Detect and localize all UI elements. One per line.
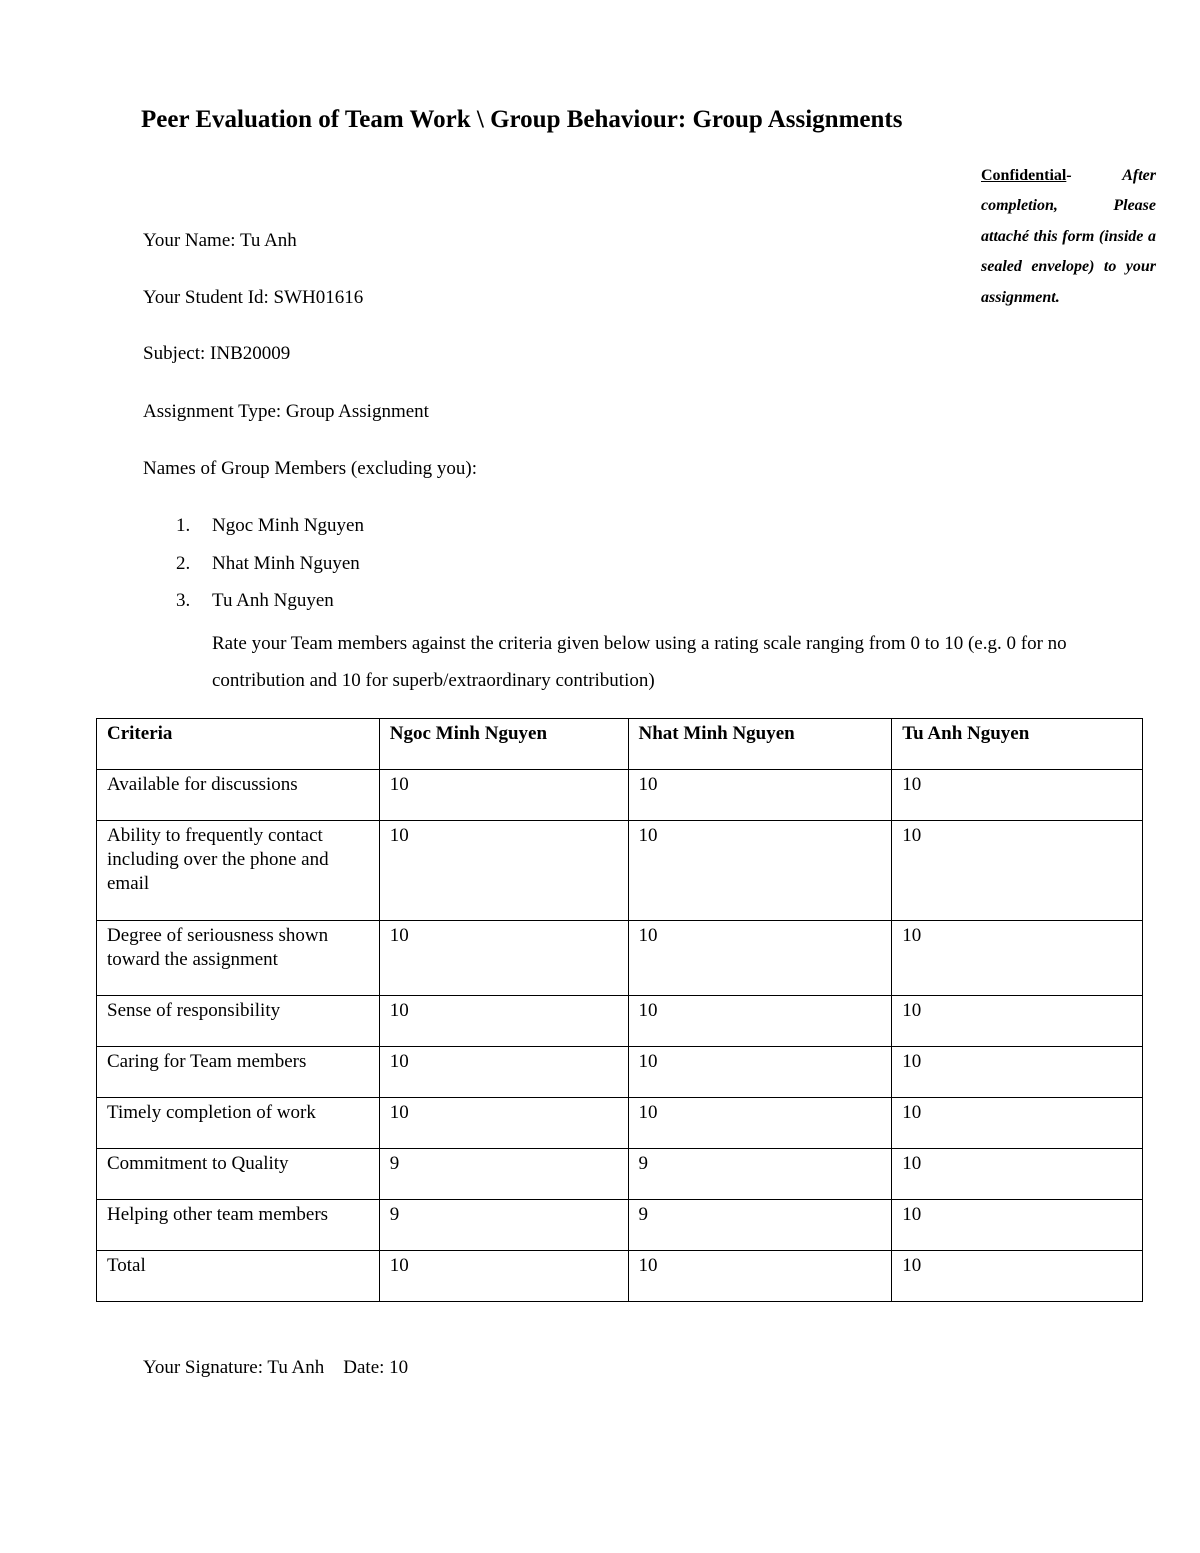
rating-cell: 10: [892, 1251, 1143, 1302]
group-members-list: [176, 513, 364, 626]
rating-cell: 10: [892, 1149, 1143, 1200]
criteria-cell: Ability to frequently contact including over the phone and email: [97, 821, 380, 921]
rating-cell: 10: [379, 921, 628, 996]
table-row: [97, 1047, 1143, 1098]
your-name-field: Your Name: Tu Anh: [143, 230, 297, 251]
list-item: [176, 513, 364, 551]
column-header: Nhat Minh Nguyen: [628, 719, 892, 770]
table-row: [97, 1200, 1143, 1251]
rating-cell: 10: [628, 921, 892, 996]
criteria-cell: Available for discussions: [97, 770, 380, 821]
rating-cell: 10: [379, 996, 628, 1047]
ratings-table: [96, 718, 1143, 1302]
table-row: [97, 921, 1143, 996]
list-item: [176, 551, 364, 589]
rating-cell: 10: [379, 1047, 628, 1098]
rating-cell: 9: [628, 1149, 892, 1200]
list-number: 3.: [176, 590, 191, 611]
rating-cell: 9: [628, 1200, 892, 1251]
rating-instruction: Rate your Team members against the criteria given below using a rating scale ranging from 0 to 10 (e.g. 0 for no contribution and 10 for superb/extraordinary contribution): [212, 633, 1067, 691]
assignment-type-field: Assignment Type: Group Assignment: [143, 401, 429, 422]
rating-cell: 10: [892, 1047, 1143, 1098]
list-number: 1.: [176, 515, 191, 536]
rating-cell: 9: [379, 1149, 628, 1200]
members-heading: Names of Group Members (excluding you):: [143, 458, 478, 479]
member-name: Tu Anh Nguyen: [212, 590, 334, 611]
criteria-cell: Timely completion of work: [97, 1098, 380, 1149]
table-row: [97, 1149, 1143, 1200]
student-id-field: Your Student Id: SWH01616: [143, 287, 364, 308]
rating-cell: 10: [892, 770, 1143, 821]
table-row: [97, 1251, 1143, 1302]
member-name: Nhat Minh Nguyen: [212, 552, 360, 574]
rating-cell: 10: [892, 996, 1143, 1047]
confidential-note: [981, 161, 1156, 313]
column-header: Ngoc Minh Nguyen: [379, 719, 628, 770]
rating-cell: 10: [628, 821, 892, 921]
confidential-text: - After completion, Please attaché this form (inside a sealed envelope) to your assignment.: [981, 167, 1156, 306]
rating-cell: 10: [892, 1200, 1143, 1251]
table-row: [97, 1098, 1143, 1149]
signature-line: [143, 1357, 408, 1379]
rating-cell: 10: [379, 770, 628, 821]
rating-cell: 10: [379, 1098, 628, 1149]
rating-cell: 10: [628, 1251, 892, 1302]
table-row: [97, 996, 1143, 1047]
rating-cell: 10: [628, 770, 892, 821]
rating-cell: 10: [628, 1098, 892, 1149]
signature-field: Your Signature: Tu Anh: [143, 1357, 325, 1378]
criteria-cell: Total: [97, 1251, 380, 1302]
rating-cell: 10: [379, 821, 628, 921]
rating-cell: 10: [628, 1047, 892, 1098]
member-name: Ngoc Minh Nguyen: [212, 515, 364, 536]
table-header-row: [97, 719, 1143, 770]
table-row: [97, 770, 1143, 821]
list-item: [176, 588, 364, 626]
column-header: Tu Anh Nguyen: [892, 719, 1143, 770]
confidential-label: Confidential: [981, 167, 1067, 184]
criteria-cell: Caring for Team members: [97, 1047, 380, 1098]
rating-cell: 10: [892, 821, 1143, 921]
criteria-cell: Helping other team members: [97, 1200, 380, 1251]
list-number: 2.: [176, 552, 191, 574]
rating-cell: 10: [628, 996, 892, 1047]
criteria-cell: Commitment to Quality: [97, 1149, 380, 1200]
column-header: Criteria: [97, 719, 380, 770]
date-field: Date: 10: [343, 1357, 409, 1378]
rating-cell: 10: [892, 921, 1143, 996]
criteria-cell: Sense of responsibility: [97, 996, 380, 1047]
rating-cell: 10: [892, 1098, 1143, 1149]
document-title: Peer Evaluation of Team Work \ Group Behaviour: Group Assignments: [141, 106, 903, 133]
criteria-cell: Degree of seriousness shown toward the assignment: [97, 921, 380, 996]
subject-field: Subject: INB20009: [143, 343, 291, 364]
rating-cell: 9: [379, 1200, 628, 1251]
table-row: [97, 821, 1143, 921]
rating-cell: 10: [379, 1251, 628, 1302]
